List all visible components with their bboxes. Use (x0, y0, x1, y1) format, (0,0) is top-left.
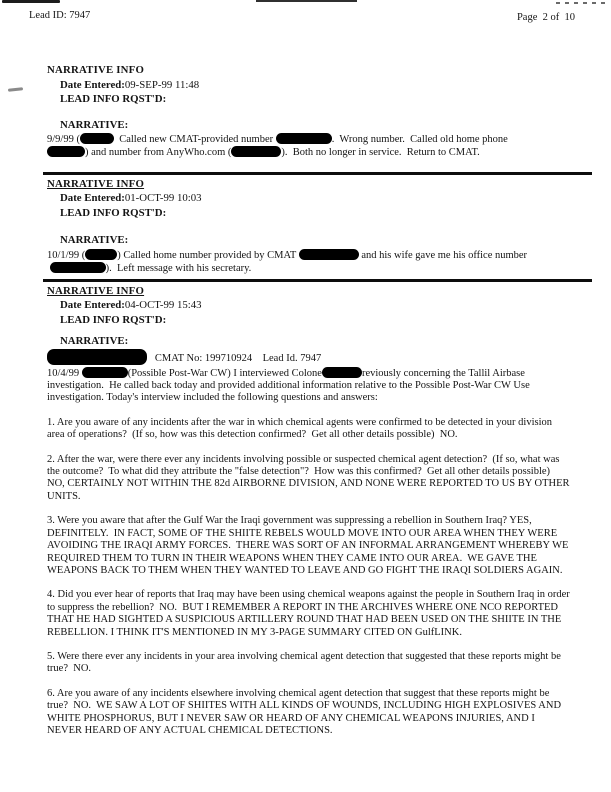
question-answer-3: 3. Were you aware that after the Gulf War the Iraqi government was suppressing a rebellion in Southern Iraq? YES, DEFINITELY. IN FACT, SOME OF THE SHIITE REBELS WOULD MOVE INTO OUR AREA WHEN THEY WERE AVOIDING THE IRAQI ARMY FORCES. THERE WAS SORT OF AN INFORMAL ARRANGEMENT WHEREBY WE REQUIRED THEM TO TURN IN THEIR WEAPONS WHEN THEY CAME INTO OUR AREA. WE GAVE THE WEAPONS BACK TO THEM WHEN THEY WANTED TO LEAVE AND GO FIGHT THE IRAQI SOLDIERS AGAIN. (47, 515, 572, 576)
section-title: NARRATIVE INFO (47, 284, 145, 297)
scan-artifact (2, 0, 60, 3)
date-entered-line (60, 191, 571, 206)
lead-id: Lead ID: 7947 (29, 10, 91, 21)
question-answer-6: 6. Are you aware of any incidents elsewhere involving chemical agent detection that suggest that these reports might be true? NO. WE SAW A LOT OF SHIITES WITH ALL KINDS OF WOUNDS, INCLUDING HIGH EXPLOSIVES AND WHITE PHOSPHORUS, BUT I NEVER SAW OR HEARD OF ANY CHEMICAL WEAPONS INJURIES, AND I NEVER HEARD OF ANY ACTUAL CHEMICAL DETECTIONS. (47, 687, 564, 736)
question-answer-1: 1. Are you aware of any incidents after the war in which chemical agents were confirmed to be detected in your division area of operations? (If so, how was this detection confirmed? Get all other details possible) NO. (47, 416, 555, 441)
question-answer-4: 4. Did you ever hear of reports that Iraq may have been using chemical weapons against the people in Southern Iraq in order to suppress the rebellion? NO. BUT I REMEMBER A REPORT IN THE ARCHIVES WHERE ONE NCO REPORTED THAT HE HAD SIGHTED A SUSPICIOUS ARTILLERY ROUND THAT HAD BEEN USED ON THE SHIITE IN THE REBELLION. I THINK IT'S MENTIONED IN MY 3-PAGE SUMMARY CITED ON GulfLINK. (47, 589, 573, 638)
question-answer-2: 2. After the war, were there ever any incidents involving possible or suspected chemical agent detection? (If so, what was the outcome? To what did they attribute the "false detection"? How was this confirmed? Get all other details possible) NO, CERTAINLY NOT WITHIN THE 82d AIRBORNE DIVISION, AND NONE WERE REPORTED TO US BY OTHER UNITS. (47, 453, 573, 502)
narrative-label: NARRATIVE: (60, 234, 129, 247)
redaction-mark (47, 349, 147, 365)
redaction-mark (47, 146, 85, 157)
narrative-section (47, 284, 571, 738)
redaction-mark (85, 249, 117, 260)
redaction-mark (322, 367, 362, 378)
narrative-label: NARRATIVE: (60, 335, 129, 348)
scan-artifact (8, 87, 23, 92)
section-title: NARRATIVE INFO (47, 177, 145, 190)
cmat-reference-line: CMAT No: 199710924 Lead Id. 7947 (47, 349, 571, 367)
date-entered-value: 01-OCT-99 10:03 (124, 192, 202, 205)
narrative-label: NARRATIVE: (60, 118, 129, 131)
date-entered-label: Date Entered: (60, 299, 125, 312)
section-divider (43, 279, 592, 282)
section-divider (43, 172, 592, 175)
document-content (47, 63, 571, 749)
redaction-mark (276, 133, 332, 144)
redaction-mark (80, 133, 114, 144)
lead-info-rqstd-label: LEAD INFO RQST'D: (60, 313, 167, 326)
date-entered-label: Date Entered: (60, 192, 125, 205)
date-entered-value: 09-SEP-99 11:48 (124, 78, 200, 91)
lead-info-rqstd-label: LEAD INFO RQST'D: (60, 206, 167, 219)
redaction-mark (82, 367, 128, 378)
section-title: NARRATIVE INFO (47, 64, 145, 76)
date-entered-line (60, 78, 571, 93)
redaction-mark (299, 249, 359, 260)
narrative-section (47, 63, 571, 160)
redaction-mark (231, 146, 281, 157)
scan-artifact (556, 2, 610, 4)
narrative-section (47, 177, 571, 276)
redaction-mark (50, 262, 106, 273)
question-answer-5: 5. Were there ever any incidents in your area involving chemical agent detection that suggested that these reports might be true? NO. (47, 650, 564, 675)
lead-info-rqstd-label: LEAD INFO RQST'D: (60, 93, 167, 105)
date-entered-label: Date Entered: (60, 78, 125, 91)
narrative-text: 9/9/99 ( Called new CMAT-provided number . Wrong number. Called old home phone ) and number from AnyWho.com ( ). Both no longer in service. Return to CMAT. (47, 134, 508, 159)
narrative-text: 10/1/99 ( ) Called home number provided by CMAT and his wife gave me his office number ). Left message with his secretary. (47, 249, 528, 275)
date-entered-line (60, 298, 571, 313)
scan-artifact (256, 0, 357, 2)
date-entered-value: 04-OCT-99 15:43 (124, 299, 202, 312)
narrative-text: 10/4/99 (Possible Post-War CW) I interviewed Colone reviously concerning the Tallil Airbase investigation. He called back today and provided additional information relative to the Possible Post-War CW Use investigation. Today's interview included the following questions and answers: (47, 367, 533, 404)
page-number: Page 2 of 10 (516, 12, 575, 23)
